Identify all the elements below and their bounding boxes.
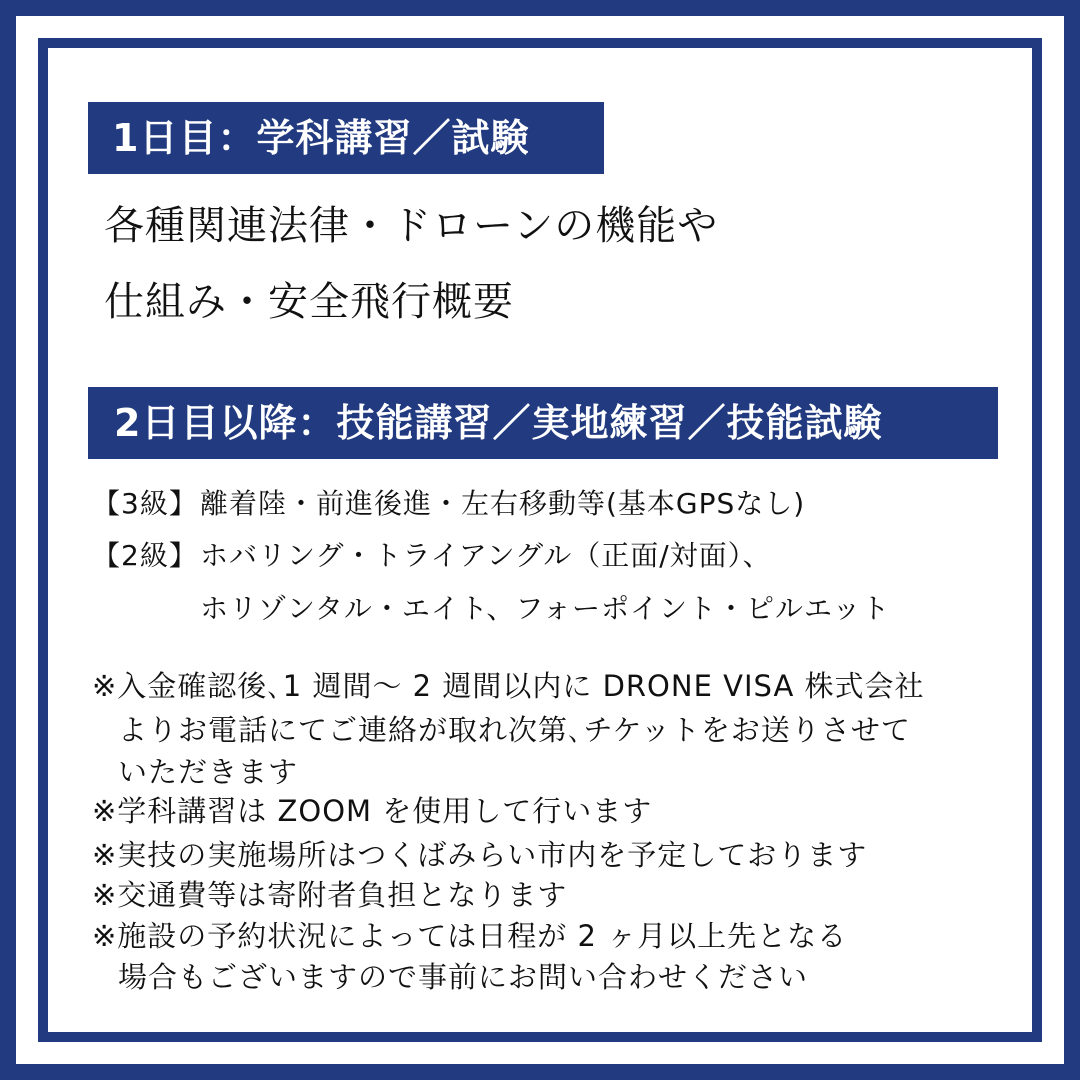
day1-heading: 1日目：学科講習／試験	[88, 102, 604, 174]
grade2-description-line-1: ホバリング・トライアングル（正面/対面）、	[200, 539, 772, 572]
note-line-6: ※交通費等は寄附者負担となります	[92, 878, 568, 912]
note-line-8: 場合もございますので事前にお問い合わせください	[118, 960, 809, 994]
note-line-4: ※学科講習は ZOOM を使用して行います	[92, 794, 653, 828]
note-line-3: いただきます	[118, 755, 299, 789]
note-line-7: ※施設の予約状況によっては日程が 2 ヶ月以上先となる	[92, 919, 848, 953]
grade3-tag: 【3級】	[92, 487, 198, 520]
note-line-1: ※入金確認後､1 週間～ 2 週間以内に DRONE VISA 株式会社	[92, 669, 925, 703]
day2-heading: 2日目以降：技能講習／実地練習／技能試験	[88, 387, 998, 459]
grade3-description: 離着陸・前進後進・左右移動等(基本GPSなし)	[200, 487, 806, 520]
note-line-2: よりお電話にてご連絡が取れ次第､チケットをお送りさせて	[118, 713, 911, 747]
grade2-description-line-2: ホリゾンタル・エイト、フォーポイント・ピルエット	[200, 592, 891, 625]
grade2-tag: 【2級】	[92, 539, 198, 572]
day1-description-line-2: 仕組み・安全飛行概要	[104, 279, 514, 325]
day1-description-line-1: 各種関連法律・ドローンの機能や	[104, 203, 719, 249]
note-line-5: ※実技の実施場所はつくばみらい市内を予定しております	[92, 838, 868, 872]
